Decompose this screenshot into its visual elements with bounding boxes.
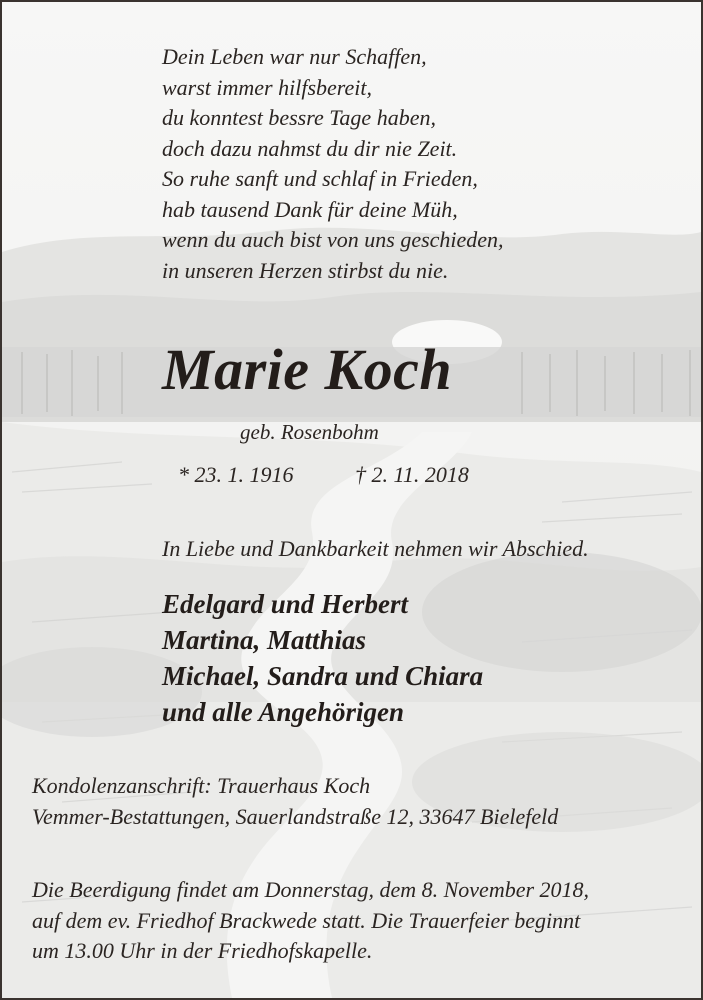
- deceased-name: Marie Koch: [162, 337, 453, 402]
- poem-line: warst immer hilfsbereit,: [162, 74, 373, 100]
- mourner-line: und alle Angehörigen: [162, 697, 405, 727]
- farewell-text: In Liebe und Dankbarkeit nehmen wir Abschied.: [162, 536, 589, 561]
- mourners-list: [162, 586, 483, 730]
- poem-line: hab tausend Dank für deine Müh,: [162, 196, 458, 222]
- mourner-line: Martina, Matthias: [162, 625, 367, 655]
- funeral-line: um 13.00 Uhr in der Friedhofskapelle.: [32, 938, 373, 963]
- memorial-poem: [162, 42, 504, 286]
- notice-content: [2, 2, 701, 998]
- birth-date: * 23. 1. 1916: [178, 462, 294, 487]
- poem-line: doch dazu nahmst du dir nie Zeit.: [162, 135, 458, 161]
- mourner-line: Michael, Sandra und Chiara: [162, 661, 484, 691]
- poem-line: wenn du auch bist von uns geschieden,: [162, 227, 504, 252]
- funeral-line: auf dem ev. Friedhof Brackwede statt. Die Trauerfeier beginnt: [32, 907, 581, 933]
- poem-line: Dein Leben war nur Schaffen,: [162, 44, 427, 69]
- death-date: † 2. 11. 2018: [355, 462, 469, 487]
- mourner-line: Edelgard und Herbert: [162, 589, 409, 619]
- funeral-info: [32, 875, 589, 967]
- maiden-name: geb. Rosenbohm: [240, 420, 379, 444]
- poem-line: So ruhe sanft und schlaf in Frieden,: [162, 166, 478, 191]
- funeral-line: Die Beerdigung findet am Donnerstag, dem 8. November 2018,: [32, 877, 590, 902]
- condolence-address: [32, 770, 558, 832]
- poem-line: in unseren Herzen stirbst du nie.: [162, 257, 449, 283]
- address-line: Kondolenzanschrift: Trauerhaus Koch: [32, 773, 371, 798]
- poem-line: du konntest bessre Tage haben,: [162, 105, 436, 130]
- address-line: Vemmer-Bestattungen, Sauerlandstraße 12, 33647 Bielefeld: [32, 804, 559, 829]
